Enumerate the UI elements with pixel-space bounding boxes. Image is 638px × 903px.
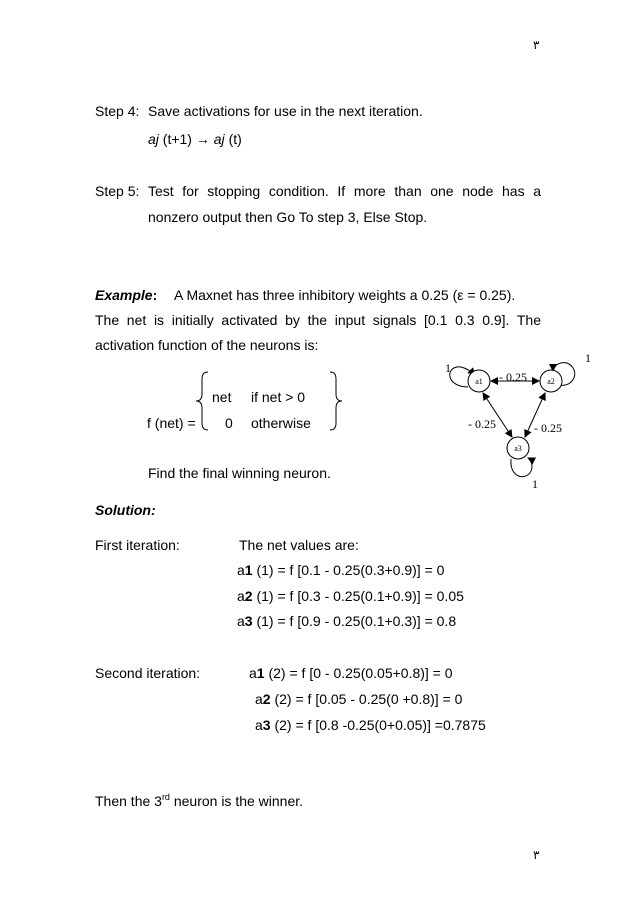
step5-line2: nonzero output then Go To step 3, Else Stop. [148,209,428,225]
second-iteration-row [255,691,462,707]
page-number-top: ٣ [533,38,540,52]
row-var: a [255,691,263,707]
row-expression: (1) = f [0.9 - 0.25(0.1+0.3)] = 0.8 [252,613,457,629]
function-label: f (net) = [147,415,196,431]
step5-line1: Test for stopping condition. If more than one node has a [148,183,541,199]
right-brace [326,370,348,432]
conclusion [95,793,303,809]
weight-a1-a3: - 0.25 [468,417,496,431]
row-expression: (2) = f [0 - 0.25(0.05+0.8)] = 0 [264,665,453,681]
row-var: a [237,562,245,578]
weight-a2-self: 1 [585,351,591,365]
first-iteration-row [237,562,444,578]
weight-a3-self: 1 [532,477,538,491]
row-var: a [237,613,245,629]
step5-label: Step 5: [95,183,140,199]
case1-value: net [212,389,232,405]
step4-text: Save activations for use in the next iteration. [148,103,423,119]
example-line1: A Maxnet has three inhibitory weights a 0.25 (ε = 0.25). [174,287,516,303]
row-index: 3 [262,717,271,733]
step4-label: Step 4: [95,103,140,119]
row-index: 3 [244,613,253,629]
page-number-bottom: ٣ [533,848,540,862]
row-expression: (2) = f [0.8 -0.25(0+0.05)] =0.7875 [270,717,486,733]
first-iteration-row [237,613,456,629]
formula-end: (t) [228,131,242,147]
step4-formula [148,131,242,147]
row-index: 2 [244,588,253,604]
case2-condition: otherwise [251,415,311,431]
conclusion-sup: rd [161,792,170,802]
weight-a1-self: 1 [445,361,451,375]
row-var: a [249,665,257,681]
first-iteration-row [237,588,464,604]
second-iteration-row [255,717,486,733]
node-a2-label: a2 [547,377,555,386]
formula-var-aj: aj [148,131,159,147]
row-var: a [237,588,245,604]
second-iteration-label: Second iteration: [95,665,201,681]
node-a3-label: a3 [514,444,522,453]
formula-mid: (t+1) → [162,131,210,147]
formula-var-aj-2: aj [213,131,225,147]
conclusion-pre: Then the 3 [95,793,162,809]
example-line2: The net is initially activated by the input signals [0.1 0.3 0.9]. The [95,312,541,328]
example-colon: : [152,287,158,303]
row-index: 2 [262,691,271,707]
solution-label: Solution: [95,502,156,518]
row-index: 1 [244,562,253,578]
first-iteration-header: The net values are: [239,537,359,553]
node-a1-label: a1 [475,377,483,386]
self-loop-a3 [511,458,532,477]
row-index: 1 [256,665,265,681]
maxnet-diagram [435,345,605,495]
conclusion-post: neuron is the winner. [169,793,304,809]
weight-a1-a2: - 0.25 [499,370,527,384]
case2-value: 0 [225,415,233,431]
example-heading [95,287,157,303]
row-expression: (1) = f [0.3 - 0.25(0.1+0.9)] = 0.05 [252,588,464,604]
example-label: Example [95,287,153,303]
example-line3: activation function of the neurons is: [95,337,319,353]
weight-a2-a3: - 0.25 [534,421,562,435]
case1-condition: if net > 0 [251,389,306,405]
row-var: a [255,717,263,733]
second-iteration-row [249,665,453,681]
first-iteration-label: First iteration: [95,537,180,553]
example-find: Find the final winning neuron. [148,465,331,481]
row-expression: (1) = f [0.1 - 0.25(0.3+0.9)] = 0 [252,562,445,578]
row-expression: (2) = f [0.05 - 0.25(0 +0.8)] = 0 [270,691,463,707]
